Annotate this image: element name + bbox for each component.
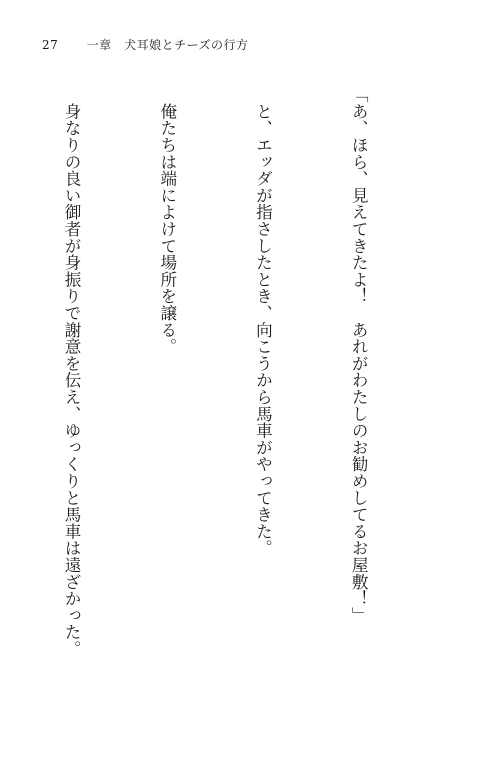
text-line: 俺たちは端によけて場所を譲る。 — [157, 86, 177, 355]
text-line: 身なりの良い御者が身振りで謝意を伝え、ゆっくりと馬車は遠ざかった。 — [62, 86, 82, 658]
page-number: 27 — [42, 38, 59, 52]
text-line: と、エッダが指さしたとき、向こうから馬車がやってきた。 — [253, 86, 273, 557]
vertical-body-text — [0, 86, 438, 658]
chapter-title: 一章 犬耳娘とチーズの行方 — [86, 38, 249, 52]
running-header — [42, 36, 249, 53]
text-line: 「あ、ほら、見えてきたよ！ あれがわたしのお勧めしてるお屋敷！」 — [349, 86, 369, 624]
